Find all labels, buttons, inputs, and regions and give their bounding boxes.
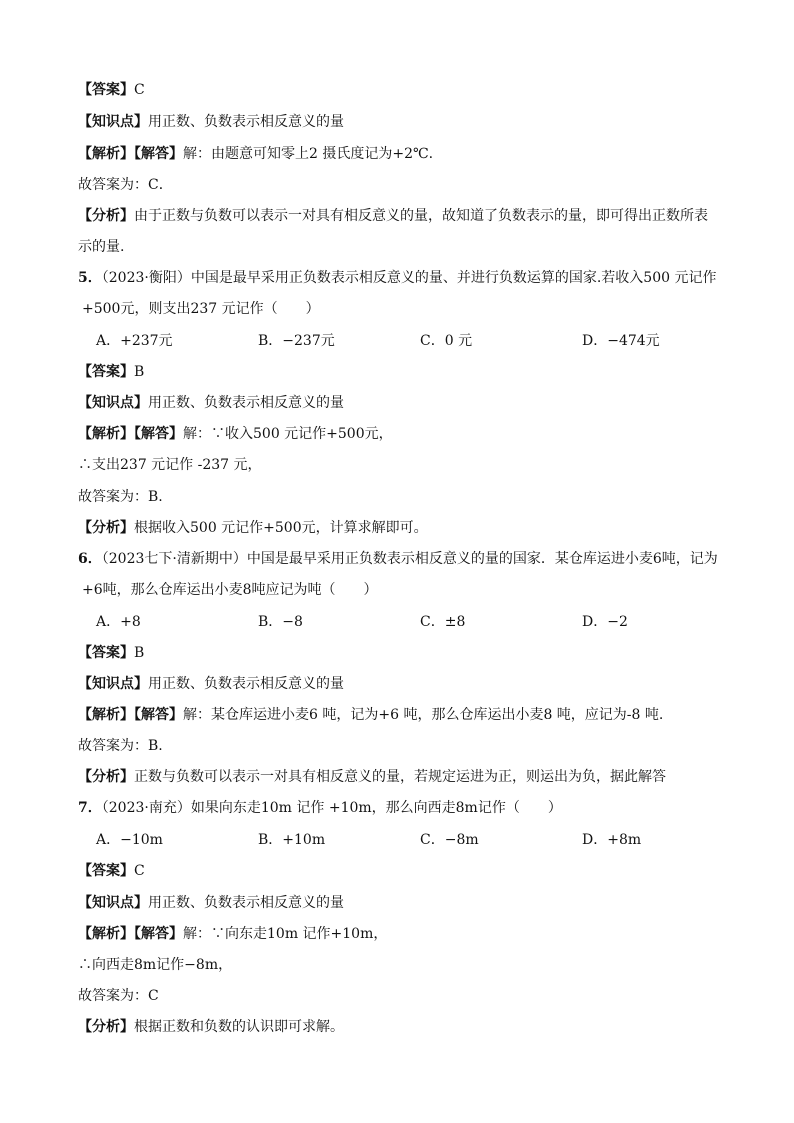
option-b: B．+10m	[258, 832, 326, 848]
answer-value: C	[134, 863, 145, 879]
q6-answer-line	[78, 643, 728, 663]
option-a: A．+237元	[96, 333, 173, 349]
q5-comment-line	[78, 518, 728, 538]
comment-text-cont: 示的量.	[78, 239, 125, 255]
q6-knowledge-line	[78, 674, 728, 694]
q4-comment-line-2	[78, 237, 728, 257]
question-source: （2023·南充）	[101, 800, 191, 816]
q5-answer-line	[78, 362, 728, 382]
answer-label: 【答案】	[78, 863, 134, 879]
comment-label: 【分析】	[78, 208, 134, 224]
analysis-text: 解：∵向东走10m 记作+10m，	[183, 926, 388, 942]
comment-text: 根据收入500 元记作+500元，计算求解即可。	[134, 520, 428, 536]
knowledge-label: 【知识点】	[78, 395, 148, 411]
q4-answer-line	[78, 80, 728, 100]
knowledge-label: 【知识点】	[78, 895, 148, 911]
option-c: C．0 元	[420, 333, 473, 349]
q6-conclusion-line	[78, 736, 728, 756]
q5-stem-line-1	[78, 268, 728, 288]
knowledge-text: 用正数、负数表示相反意义的量	[148, 114, 344, 130]
analysis-label: 【解析】【解答】	[78, 426, 183, 442]
comment-text: 由于正数与负数可以表示一对具有相反意义的量，故知道了负数表示的量，即可得出正数所表	[134, 208, 708, 224]
q5-stem-line-2	[82, 299, 732, 319]
question-source: （2023七下·清新期中）	[101, 551, 247, 567]
option-d: D．+8m	[582, 832, 642, 848]
analysis-label: 【解析】【解答】	[78, 146, 183, 162]
conclusion-text: 故答案为：C	[78, 988, 159, 1004]
knowledge-text: 用正数、负数表示相反意义的量	[148, 395, 344, 411]
question-stem: 中国是最早采用正负数表示相反意义的量、并进行负数运算的国家.若收入500 元记作	[190, 270, 717, 286]
answer-value: B	[134, 364, 145, 380]
q7-analysis-line	[78, 924, 728, 944]
option-b: B．−8	[258, 614, 303, 630]
answer-value: B	[134, 645, 145, 661]
analysis-text: 解：某仓库运进小麦6 吨，记为+6 吨，那么仓库运出小麦8 吨，应记为-8 吨.	[183, 707, 664, 723]
analysis-label: 【解析】【解答】	[78, 926, 183, 942]
comment-label: 【分析】	[78, 1019, 134, 1035]
answer-label: 【答案】	[78, 645, 134, 661]
question-stem-cont: +6吨，那么仓库运出小麦8吨应记为吨（ ）	[82, 582, 378, 598]
knowledge-text: 用正数、负数表示相反意义的量	[148, 895, 344, 911]
q7-stem-line-1	[78, 798, 728, 818]
q6-stem-line-2	[82, 580, 732, 600]
analysis-label: 【解析】【解答】	[78, 707, 183, 723]
question-source: （2023·衡阳）	[101, 270, 191, 286]
q7-comment-line	[78, 1017, 728, 1037]
conclusion-text: 故答案为：B.	[78, 738, 163, 754]
q7-analysis-line-2	[78, 955, 728, 975]
question-number: 7．	[78, 800, 102, 816]
q5-knowledge-line	[78, 393, 728, 413]
q4-analysis-line	[78, 144, 728, 164]
q5-conclusion-line	[78, 487, 728, 507]
option-d: D．−474元	[582, 333, 660, 349]
conclusion-text: 故答案为：C．	[78, 177, 173, 193]
answer-label: 【答案】	[78, 82, 134, 98]
q6-analysis-line	[78, 705, 728, 725]
answer-value: C	[134, 82, 145, 98]
comment-label: 【分析】	[78, 769, 134, 785]
question-stem: 如果向东走10m 记作 +10m，那么向西走8m记作（ ）	[190, 800, 562, 816]
analysis-text: 解：由题意可知零上2 摄氏度记为+2℃.	[183, 146, 434, 162]
option-a: A．+8	[96, 614, 141, 630]
option-a: A．−10m	[96, 832, 163, 848]
answer-label: 【答案】	[78, 364, 134, 380]
option-d: D．−2	[582, 614, 628, 630]
q4-conclusion-line	[78, 175, 728, 195]
analysis-text-cont: ∴支出237 元记作 -237 元，	[78, 457, 262, 473]
option-c: C．±8	[420, 614, 466, 630]
question-stem: 中国是最早采用正负数表示相反意义的量的国家．某仓库运进小麦6吨，记为	[246, 551, 718, 567]
question-stem-cont: +500元，则支出237 元记作（ ）	[82, 301, 320, 317]
q6-stem-line-1	[78, 549, 728, 569]
analysis-text-cont: ∴向西走8m记作−8m，	[78, 957, 233, 973]
comment-text: 根据正数和负数的认识即可求解。	[134, 1019, 344, 1035]
knowledge-label: 【知识点】	[78, 676, 148, 692]
q5-analysis-line-2	[78, 455, 728, 475]
option-c: C．−8m	[420, 832, 479, 848]
knowledge-label: 【知识点】	[78, 114, 148, 130]
analysis-text: 解：∵收入500 元记作+500元，	[183, 426, 393, 442]
q5-analysis-line	[78, 424, 728, 444]
q7-conclusion-line	[78, 986, 728, 1006]
q4-comment-line	[78, 206, 728, 226]
question-number: 5．	[78, 270, 102, 286]
knowledge-text: 用正数、负数表示相反意义的量	[148, 676, 344, 692]
q7-knowledge-line	[78, 893, 728, 913]
q6-comment-line	[78, 767, 728, 787]
option-b: B．−237元	[258, 333, 335, 349]
comment-label: 【分析】	[78, 520, 134, 536]
q7-answer-line	[78, 861, 728, 881]
q4-knowledge-line	[78, 112, 728, 132]
question-number: 6．	[78, 551, 102, 567]
conclusion-text: 故答案为：B.	[78, 489, 163, 505]
comment-text: 正数与负数可以表示一对具有相反意义的量，若规定运进为正，则运出为负，据此解答	[134, 769, 666, 785]
